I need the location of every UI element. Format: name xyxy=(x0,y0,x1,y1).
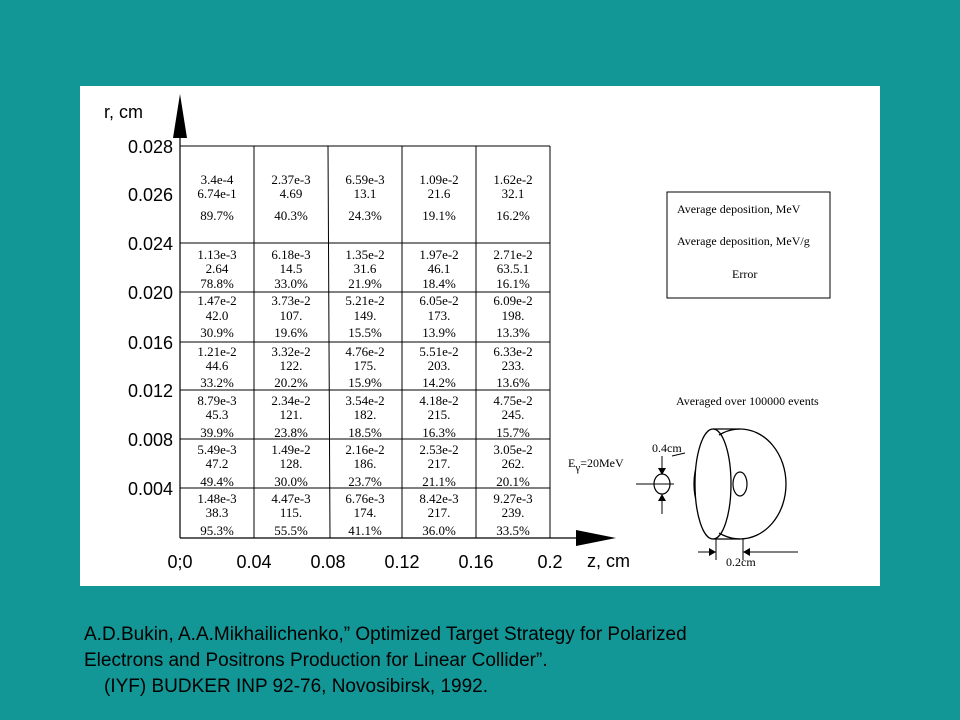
table-cell-value: 1.62e-2 xyxy=(493,172,533,187)
table-cell-value: 19.1% xyxy=(422,208,456,223)
table-cell-value: 95.3% xyxy=(200,523,234,538)
table-cell-value: 21.9% xyxy=(348,276,382,291)
y-tick-label: 0.024 xyxy=(127,234,173,254)
table-cell-value: 233. xyxy=(501,358,525,373)
table-cell-value: 6.74e-1 xyxy=(197,186,237,201)
table-cell-value: 3.32e-2 xyxy=(271,344,311,359)
table-cell-value: 174. xyxy=(353,505,377,520)
table-cell-value: 5.51e-2 xyxy=(419,344,459,359)
citation-caption xyxy=(84,622,944,700)
table-cell-value: 14.2% xyxy=(422,375,456,390)
table-cell-value: 128. xyxy=(279,456,303,471)
table-cell-value: 47.2 xyxy=(205,456,229,471)
table-cell-value: 13.3% xyxy=(496,325,530,340)
beam-energy-subscript: γ xyxy=(575,462,581,474)
table-cell-value: 122. xyxy=(279,358,303,373)
table-cell-value: 1.97e-2 xyxy=(419,247,459,262)
disk-hole xyxy=(733,472,747,496)
table-cell-value: 21.1% xyxy=(422,474,456,489)
figure-panel xyxy=(80,86,880,586)
table-cell-value: 4.69 xyxy=(279,186,303,201)
table-cell-value: 15.5% xyxy=(348,325,382,340)
x-tick-label: 0.16 xyxy=(458,552,494,572)
table-cell-value: 30.9% xyxy=(200,325,234,340)
table-cell-value: 2.71e-2 xyxy=(493,247,533,262)
table-cell-value: 9.27e-3 xyxy=(493,491,533,506)
table-cell-value: 20.2% xyxy=(274,375,308,390)
table-cell-value: 3.73e-2 xyxy=(271,293,311,308)
legend-entry: Average deposition, MeV/g xyxy=(677,234,810,248)
y-tick-label: 0.012 xyxy=(127,381,173,401)
caption-line-1: A.D.Bukin, A.A.Mikhailichenko,” Optimized Target Strategy for Polarized xyxy=(84,624,687,645)
caption-line-2: Electrons and Positrons Production for Linear Collider”. xyxy=(84,650,548,671)
table-cell-value: 4.18e-2 xyxy=(419,393,459,408)
table-cell-value: 217. xyxy=(427,505,451,520)
table-cell-value: 32.1 xyxy=(501,186,525,201)
table-cell-value: 1.21e-2 xyxy=(197,344,237,359)
table-cell-value: 16.1% xyxy=(496,276,530,291)
table-cell-value: 198. xyxy=(501,308,525,323)
table-cell-value: 38.3 xyxy=(205,505,229,520)
diameter-label: 0.4cm xyxy=(652,441,682,455)
y-tick-label: 0.004 xyxy=(127,479,173,499)
y-tick-label: 0.016 xyxy=(127,333,173,353)
thickness-arrow-left xyxy=(709,548,716,556)
legend-entry: Average deposition, MeV xyxy=(677,202,801,216)
x-tick-label: 0.12 xyxy=(384,552,420,572)
table-cell-value: 2.64 xyxy=(205,261,229,276)
x-tick-label: 0.04 xyxy=(236,552,272,572)
y-tick-label: 0.008 xyxy=(127,430,173,450)
y-axis-arrow xyxy=(173,94,187,138)
table-cell-value: 33.5% xyxy=(496,523,530,538)
table-cell-value: 6.33e-2 xyxy=(493,344,533,359)
thickness-label: 0.2cm xyxy=(726,555,756,569)
table-cell-value: 262. xyxy=(501,456,525,471)
table-cell-value: 3.54e-2 xyxy=(345,393,385,408)
beam-energy-value: =20MeV xyxy=(580,456,624,470)
y-tick-label: 0.028 xyxy=(127,137,173,157)
table-cell-value: 5.49e-3 xyxy=(197,442,237,457)
table-cell-value: 5.21e-2 xyxy=(345,293,385,308)
table-cell-value: 23.7% xyxy=(348,474,382,489)
table-cell-value: 239. xyxy=(501,505,525,520)
table-cell-value: 31.6 xyxy=(353,261,377,276)
table-cell-value: 2.53e-2 xyxy=(419,442,459,457)
table-cell-value: 13.1 xyxy=(353,186,377,201)
table-cell-value: 15.7% xyxy=(496,425,530,440)
caption-line-3: (IYF) BUDKER INP 92-76, Novosibirsk, 1992. xyxy=(104,676,489,697)
table-cell-value: 13.9% xyxy=(422,325,456,340)
table-cell-value: 30.0% xyxy=(274,474,308,489)
table-cell-value: 33.2% xyxy=(200,375,234,390)
table-cell-value: 40.3% xyxy=(274,208,308,223)
table-cell-value: 203. xyxy=(427,358,451,373)
table-cell-value: 3.05e-2 xyxy=(493,442,533,457)
table-cell-value: 15.9% xyxy=(348,375,382,390)
table-cell-value: 121. xyxy=(279,407,303,422)
table-cell-value: 42.0 xyxy=(205,308,229,323)
x-axis-label: z, cm xyxy=(587,551,630,571)
table-cell-value: 19.6% xyxy=(274,325,308,340)
table-cell-value: 23.8% xyxy=(274,425,308,440)
table-cell-value: 2.16e-2 xyxy=(345,442,385,457)
disk-mask xyxy=(695,432,731,536)
table-cell-value: 89.7% xyxy=(200,208,234,223)
table-cell-value: 24.3% xyxy=(348,208,382,223)
table-cell-value: 41.1% xyxy=(348,523,382,538)
table-cell-value: 2.37e-3 xyxy=(271,172,311,187)
table-cell-value: 21.6 xyxy=(427,186,451,201)
y-tick-label: 0.026 xyxy=(127,185,173,205)
table-cell-value: 2.34e-2 xyxy=(271,393,311,408)
table-cell-value: 182. xyxy=(353,407,377,422)
legend-entry: Error xyxy=(732,267,758,281)
table-cell-value: 49.4% xyxy=(200,474,234,489)
table-cell-value: 78.8% xyxy=(200,276,234,291)
table-cell-value: 1.13e-3 xyxy=(197,247,237,262)
beam-energy-label xyxy=(568,456,624,474)
table-cell-value: 8.79e-3 xyxy=(197,393,237,408)
y-axis-label: r, cm xyxy=(104,102,143,122)
table-cell-value: 3.4e-4 xyxy=(200,172,234,187)
x-tick-label: 0;0 xyxy=(167,552,193,572)
table-cell-value: 4.47e-3 xyxy=(271,491,311,506)
table-cell-value: 55.5% xyxy=(274,523,308,538)
table-cell-value: 107. xyxy=(279,308,303,323)
table-cell-value: 215. xyxy=(427,407,451,422)
table-cell-value: 20.1% xyxy=(496,474,530,489)
deposition-figure xyxy=(80,86,880,586)
table-cell-value: 115. xyxy=(279,505,303,520)
table-cell-value: 1.48e-3 xyxy=(197,491,237,506)
table-cell-value: 13.6% xyxy=(496,375,530,390)
table-cell-value: 6.05e-2 xyxy=(419,293,459,308)
x-tick-label: 0.08 xyxy=(310,552,346,572)
table-cell-value: 6.18e-3 xyxy=(271,247,311,262)
table-cell-value: 46.1 xyxy=(427,261,451,276)
table-cell-value: 4.76e-2 xyxy=(345,344,385,359)
table-cell-value: 14.5 xyxy=(279,261,303,276)
beam-energy-symbol: E xyxy=(568,456,576,470)
y-tick-label: 0.020 xyxy=(127,283,173,303)
x-axis-arrow xyxy=(576,530,616,546)
table-cell-value: 6.59e-3 xyxy=(345,172,385,187)
events-note: Averaged over 100000 events xyxy=(676,394,819,408)
table-cell-value: 173. xyxy=(427,308,451,323)
table-cell-value: 44.6 xyxy=(205,358,229,373)
table-cell-value: 63.5.1 xyxy=(496,261,530,276)
table-cell-value: 16.3% xyxy=(422,425,456,440)
table-cell-value: 186. xyxy=(353,456,377,471)
diameter-arrow-bottom xyxy=(658,494,666,501)
table-cell-value: 1.49e-2 xyxy=(271,442,311,457)
table-cell-value: 175. xyxy=(353,358,377,373)
table-cell-value: 149. xyxy=(353,308,377,323)
table-cell-value: 1.35e-2 xyxy=(345,247,385,262)
table-cell-value: 4.75e-2 xyxy=(493,393,533,408)
table-cell-value: 6.09e-2 xyxy=(493,293,533,308)
table-cell-value: 217. xyxy=(427,456,451,471)
table-cell-value: 8.42e-3 xyxy=(419,491,459,506)
table-cell-value: 39.9% xyxy=(200,425,234,440)
table-cell-value: 36.0% xyxy=(422,523,456,538)
table-cell-value: 1.09e-2 xyxy=(419,172,459,187)
table-cell-value: 16.2% xyxy=(496,208,530,223)
table-cell-value: 1.47e-2 xyxy=(197,293,237,308)
table-cell-value: 18.4% xyxy=(422,276,456,291)
x-tick-label: 0.2 xyxy=(537,552,563,572)
table-cell-value: 6.76e-3 xyxy=(345,491,385,506)
table-cell-value: 245. xyxy=(501,407,525,422)
table-cell-value: 18.5% xyxy=(348,425,382,440)
table-cell-value: 45.3 xyxy=(205,407,229,422)
table-cell-value: 33.0% xyxy=(274,276,308,291)
